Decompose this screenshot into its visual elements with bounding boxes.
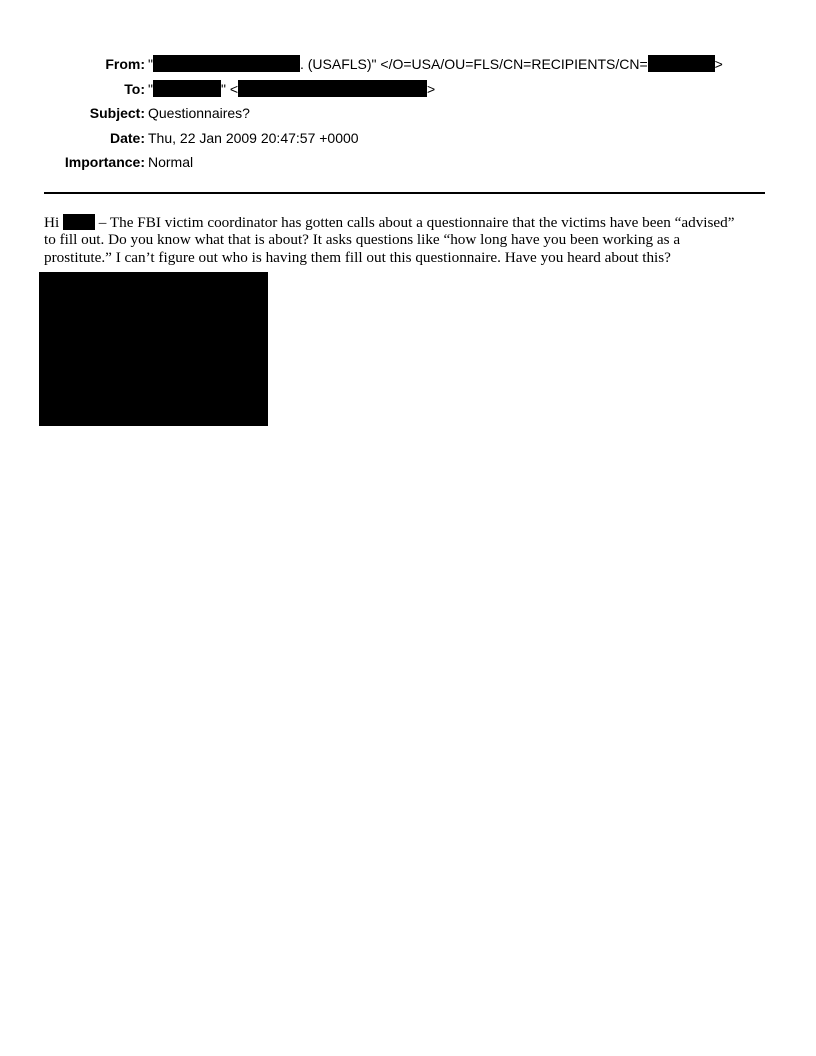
date-label: Date:: [109, 129, 145, 146]
header-divider: [44, 192, 765, 194]
to-address-redaction: [238, 80, 427, 97]
from-value-end: >: [714, 56, 723, 72]
to-value-mid: " <: [220, 80, 239, 97]
to-value-end: >: [427, 80, 436, 97]
to-value: [148, 77, 435, 102]
body-line-2: to fill out. Do you know what that is about? It asks questions like “how long have you been working as a: [44, 231, 681, 249]
subject-row: [0, 101, 816, 126]
email-header: [0, 52, 816, 175]
subject-label: Subject:: [89, 105, 145, 121]
signature-redaction: [39, 272, 268, 426]
to-label: To:: [124, 80, 145, 97]
email-body: [44, 214, 784, 266]
recipient-name-redaction: [63, 214, 95, 230]
importance-value: Normal: [148, 154, 194, 170]
from-quote-open: ": [148, 56, 153, 72]
date-row: [0, 126, 816, 151]
to-row: [0, 77, 816, 102]
body-line-3: prostitute.” I can’t figure out who is having them fill out this questionnaire. Have you heard about this?: [44, 248, 671, 266]
from-cn-redaction: [648, 55, 715, 72]
body-line-1-text: – The FBI victim coordinator has gotten calls about a questionnaire that the victims have been “advised”: [94, 214, 735, 231]
body-line-1: [44, 214, 784, 231]
importance-label: Importance:: [64, 154, 145, 170]
greeting: Hi: [44, 214, 63, 231]
date-value: Thu, 22 Jan 2009 20:47:57 +0000: [148, 129, 359, 146]
subject-value: Questionnaires?: [148, 105, 250, 121]
from-row: [0, 52, 816, 77]
from-label: From:: [105, 56, 145, 72]
from-value-mid: . (USAFLS)" </O=USA/OU=FLS/CN=RECIPIENTS/CN=: [299, 56, 648, 72]
from-value: [148, 52, 723, 77]
from-name-redaction: [153, 55, 300, 72]
to-quote-open: ": [148, 80, 153, 97]
to-name-redaction: [153, 80, 221, 97]
importance-row: [0, 150, 816, 175]
